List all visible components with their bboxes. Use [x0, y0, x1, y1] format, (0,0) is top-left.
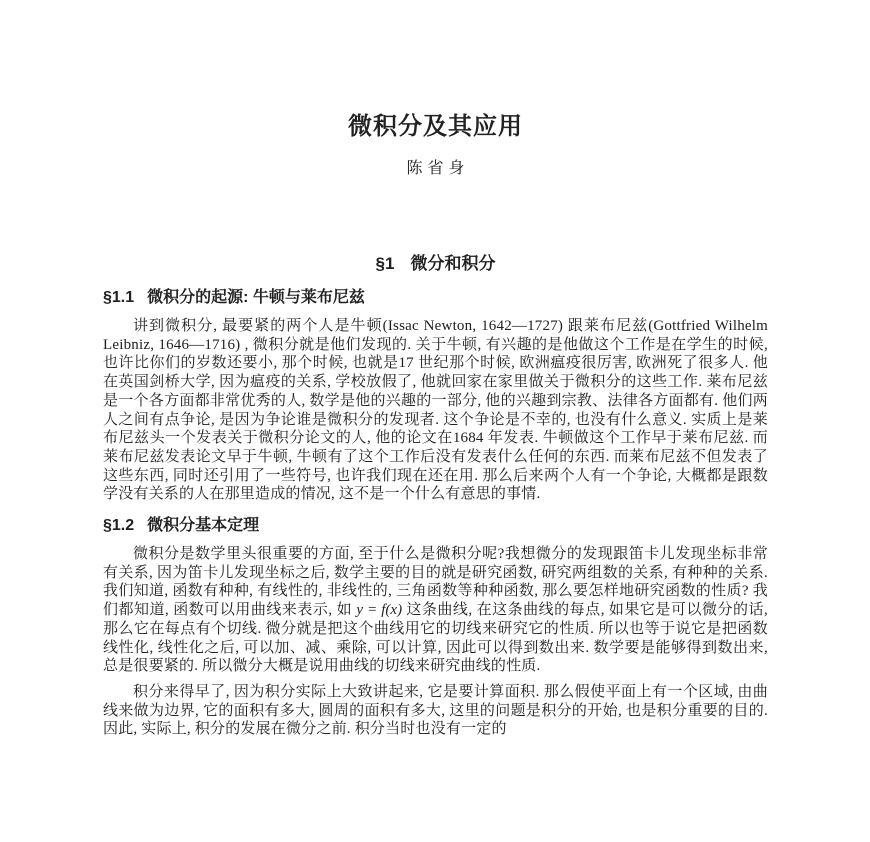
paragraph-differential	[103, 545, 768, 676]
inline-math-y-equals-fx: y = f(x)	[356, 602, 403, 619]
text-block	[103, 0, 768, 739]
section-number: §1	[375, 254, 395, 273]
paragraph-integral: 积分来得早了, 因为积分实际上大致讲起来, 它是要计算面积. 那么假使平面上有一个区域, 由曲线来做为边界, 它的面积有多大, 圆周的面积有多大, 这里的问题是积分的开始, 也是积分重要的目的. 因此, 实际上, 积分的发展在微分之前. 积分当时也没有一定的	[103, 683, 768, 738]
subsection-heading-1-1	[103, 288, 768, 307]
subsection-title-1-1: 微积分的起源: 牛顿与莱布尼兹	[147, 289, 365, 306]
subsection-number-1-1: §1.1	[103, 289, 135, 306]
subsection-heading-1-2	[103, 516, 768, 535]
paragraph-differential-text-before-math: 微积分是数学里头很重要的方面, 至于什么是微积分呢?我想微分的发现跟笛卡儿发现坐标非常有关系, 因为笛卡儿发现坐标之后, 数学主要的目的就是研究函数, 研究两组数的关系, 有种种的关系. 我们知道, 函数有种种, 有线性的, 非线性的, 三角函数等种种函数, 那么要怎样地研究函数的性质? 我们都知道, 函数可以用曲线来表示, 如	[103, 546, 768, 619]
paragraph-differential-text-after-math: 这条曲线, 在这条曲线的每点, 如果它是可以微分的话, 那么它在每点有个切线. 微分就是把这个曲线用它的切线来研究它的性质. 所以也等于说它是把函数线性化, 线性化之后, 可以加、减、乘除, 可以计算, 因此可以得到数出来. 数学要是能够得到数出来, 总是很要紧的. 所以微分大概是说用曲线的切线来研究曲线的性质.	[103, 602, 768, 675]
doc-author: 陈省身	[406, 160, 470, 177]
doc-title: 微积分及其应用	[348, 113, 523, 140]
subsection-title-1-2: 微积分基本定理	[147, 517, 260, 535]
subsection-number-1-2: §1.2	[103, 517, 135, 535]
section-title: 微分和积分	[410, 254, 496, 273]
section-heading	[103, 254, 768, 273]
paragraph-newton-leibniz: 讲到微积分, 最要紧的两个人是牛顿(Issac Newton, 1642—1727) 跟莱布尼兹(Gottfried Wilhelm Leibniz, 1646—1716) , 微积分就是他们发现的. 关于牛顿, 有兴趣的是他做这个工作是在学生的时候, 也许比你们的岁数还要小, 那个时候, 也就是17 世纪那个时候, 欧洲瘟疫很厉害, 欧洲死了很多人. 他在英国剑桥大学, 因为瘟疫的关系, 学校放假了, 他就回家在家里做关于微积分的这些工作. 莱布尼兹是一个各方面都非常优秀的人, 数学是他的兴趣的一部分, 他的兴趣到宗教、法律各方面都有. 他们两人之间有点争论, 是因为争论谁是微积分的发现者. 这个争论是不幸的, 也没有什么意义. 实质上是莱布尼兹头一个发表关于微积分论文的人, 他的论文在1684 年发表. 牛顿做这个工作早于莱布尼兹. 而莱布尼兹发表论文早于牛顿, 牛顿有了这个工作后没有发表什么任何的东西. 而莱布尼兹不但发表了这些东西, 同时还引用了一些符号, 也许我们现在还在用. 那么后来两个人有一个争论, 大概都是跟数学没有关系的人在那里造成的情况, 这不是一个什么有意思的事情.	[103, 318, 768, 503]
